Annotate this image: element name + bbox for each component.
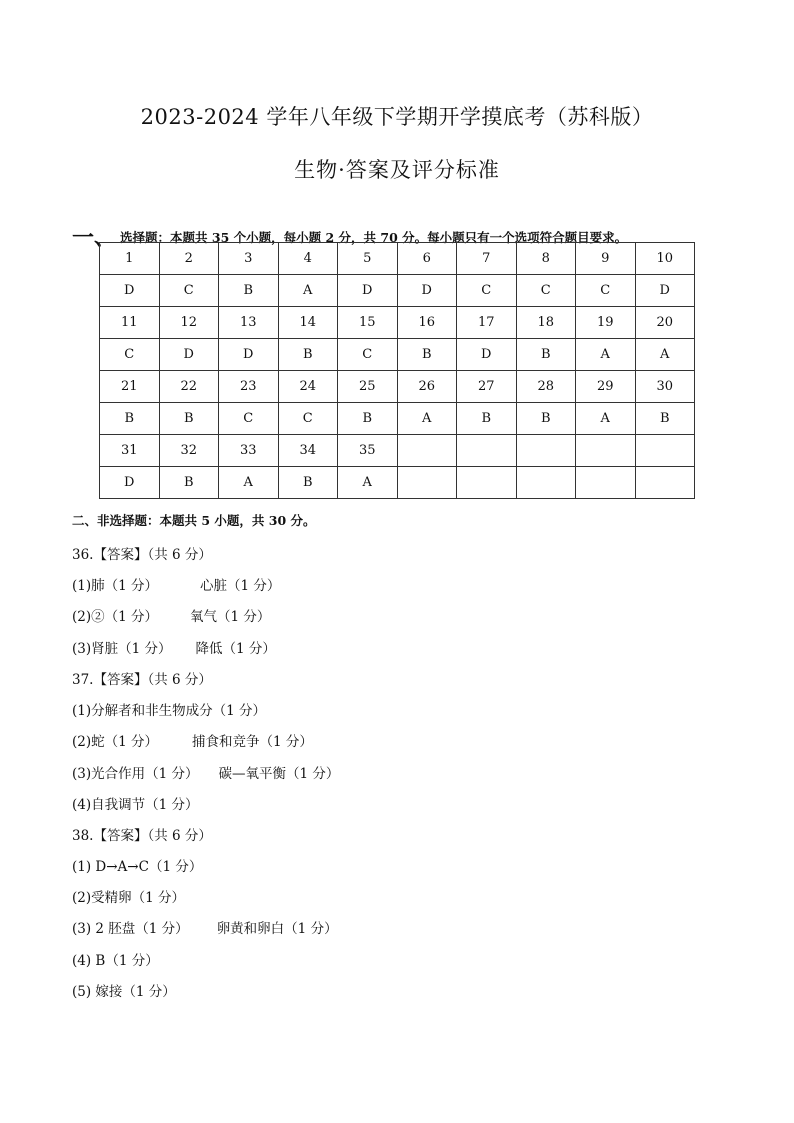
answer-table-cell: B: [100, 403, 160, 435]
answer-table-cell: B: [278, 467, 338, 499]
answer-table-cell: 10: [635, 243, 695, 275]
q36-answer-1b: 心脏（1 分）: [200, 578, 281, 594]
answer-table-cell: A: [576, 403, 636, 435]
q36-heading: 36.【答案】（共 6 分）: [72, 547, 212, 563]
answer-table-row: [100, 243, 695, 275]
answer-table-cell: 12: [159, 307, 219, 339]
answer-table-cell: C: [338, 339, 398, 371]
q36-answer-1: [72, 574, 280, 594]
q38-answer-3: [72, 917, 338, 937]
answer-table-cell: 7: [457, 243, 517, 275]
answer-table-row: [100, 467, 695, 499]
answer-table-cell: D: [159, 339, 219, 371]
answer-table-cell: 31: [100, 435, 160, 467]
answer-table-cell: 2: [159, 243, 219, 275]
q36-answer-2a: (2)②（1 分）: [72, 609, 159, 625]
answer-table-cell: [635, 467, 695, 499]
answer-table-cell: 26: [397, 371, 457, 403]
answer-table-cell: [516, 467, 576, 499]
answer-table-cell: C: [576, 275, 636, 307]
answer-table-cell: 28: [516, 371, 576, 403]
answer-table-cell: 32: [159, 435, 219, 467]
answer-table-cell: B: [219, 275, 279, 307]
answer-table-cell: A: [576, 339, 636, 371]
answer-table-cell: 23: [219, 371, 279, 403]
answer-table-cell: [516, 435, 576, 467]
q38-heading: 38.【答案】（共 6 分）: [72, 828, 212, 844]
answer-table-cell: 5: [338, 243, 398, 275]
answer-table-cell: [397, 435, 457, 467]
answer-table-cell: D: [100, 275, 160, 307]
answer-table: [99, 242, 695, 499]
answer-table-cell: B: [159, 467, 219, 499]
answer-table-cell: [397, 467, 457, 499]
answer-table-cell: [635, 435, 695, 467]
section-1-text: 选择题：本题共 35 个小题，每小题 2 分，共 70 分。每小题只有一个选项符合题目要求。: [120, 230, 628, 245]
answer-table-cell: 3: [219, 243, 279, 275]
answer-table-cell: [576, 435, 636, 467]
q37-answer-2: [72, 730, 313, 750]
answer-table-cell: 16: [397, 307, 457, 339]
answer-table-cell: 25: [338, 371, 398, 403]
answer-table-cell: 29: [576, 371, 636, 403]
answer-table-cell: C: [457, 275, 517, 307]
answer-table-cell: 14: [278, 307, 338, 339]
answer-table-cell: 15: [338, 307, 398, 339]
answer-table-cell: 19: [576, 307, 636, 339]
q36-answer-1a: (1)肺（1 分）: [72, 578, 159, 594]
q37-answer-4: (4)自我调节（1 分）: [72, 797, 199, 813]
answer-table-cell: D: [397, 275, 457, 307]
answer-table-cell: B: [338, 403, 398, 435]
q38-answer-4: (4) B（1 分）: [72, 953, 159, 969]
answer-table-cell: 27: [457, 371, 517, 403]
answer-table-cell: [457, 467, 517, 499]
q37-answer-3a: (3)光合作用（1 分）: [72, 766, 199, 782]
q37-answer-1: (1)分解者和非生物成分（1 分）: [72, 703, 267, 719]
answer-table-cell: [457, 435, 517, 467]
q38-answer-3b: 卵黄和卵白（1 分）: [216, 921, 338, 937]
answer-table-cell: B: [278, 339, 338, 371]
page-subtitle: 生物·答案及评分标准: [294, 158, 500, 182]
answer-table-cell: 1: [100, 243, 160, 275]
q37-heading: 37.【答案】（共 6 分）: [72, 672, 212, 688]
answer-table-cell: B: [516, 403, 576, 435]
answer-table-cell: [576, 467, 636, 499]
answer-table-cell: 8: [516, 243, 576, 275]
q38-answer-5: (5) 嫁接（1 分）: [72, 984, 176, 1000]
q38-answer-3a: (3) 2 胚盘（1 分）: [72, 921, 189, 937]
answer-table-row: [100, 435, 695, 467]
q36-answer-2: [72, 605, 270, 625]
answer-table-cell: C: [159, 275, 219, 307]
answer-table-cell: A: [219, 467, 279, 499]
answer-table-cell: A: [278, 275, 338, 307]
answer-table-cell: 11: [100, 307, 160, 339]
answer-table-cell: C: [100, 339, 160, 371]
section-1-number: 一、: [72, 225, 117, 251]
answer-table-cell: 33: [219, 435, 279, 467]
answer-table-cell: 4: [278, 243, 338, 275]
section-2-heading: 二、非选择题：本题共 5 小题，共 30 分。: [72, 513, 316, 528]
q36-answer-3a: (3)肾脏（1 分）: [72, 641, 172, 657]
answer-table-cell: B: [159, 403, 219, 435]
answer-table-cell: C: [516, 275, 576, 307]
answer-table-cell: D: [635, 275, 695, 307]
answer-table-cell: 30: [635, 371, 695, 403]
q37-answer-3: [72, 762, 339, 782]
q37-answer-2b: 捕食和竞争（1 分）: [192, 734, 313, 750]
answer-table-cell: 13: [219, 307, 279, 339]
answer-table-row: [100, 371, 695, 403]
answer-table-cell: 18: [516, 307, 576, 339]
q36-answer-3: [72, 637, 276, 657]
answer-table-cell: 17: [457, 307, 517, 339]
answer-table-cell: B: [516, 339, 576, 371]
answer-table-cell: 22: [159, 371, 219, 403]
answer-table-cell: 35: [338, 435, 398, 467]
answer-table-cell: 24: [278, 371, 338, 403]
answer-table-cell: 9: [576, 243, 636, 275]
page-title: 2023-2024 学年八年级下学期开学摸底考（苏科版）: [140, 105, 654, 129]
answer-table-cell: B: [635, 403, 695, 435]
answer-table-row: [100, 307, 695, 339]
answer-table-cell: 20: [635, 307, 695, 339]
q38-answer-1: (1) D→A→C（1 分）: [72, 859, 203, 875]
answer-table-cell: A: [635, 339, 695, 371]
answer-table-cell: B: [457, 403, 517, 435]
q37-answer-3b: 碳—氧平衡（1 分）: [218, 766, 340, 782]
answer-table-cell: A: [397, 403, 457, 435]
answer-table-cell: D: [457, 339, 517, 371]
answer-table-cell: D: [219, 339, 279, 371]
answer-table-cell: C: [219, 403, 279, 435]
q36-answer-3b: 降低（1 分）: [195, 641, 276, 657]
q38-answer-2: (2)受精卵（1 分）: [72, 890, 186, 906]
answer-table-row: [100, 275, 695, 307]
answer-table-row: [100, 339, 695, 371]
answer-table-cell: 6: [397, 243, 457, 275]
answer-table-row: [100, 403, 695, 435]
q37-answer-2a: (2)蛇（1 分）: [72, 734, 159, 750]
answer-table-cell: C: [278, 403, 338, 435]
q36-answer-2b: 氧气（1 分）: [190, 609, 271, 625]
answer-table-cell: 34: [278, 435, 338, 467]
answer-table-cell: D: [338, 275, 398, 307]
answer-table-cell: A: [338, 467, 398, 499]
answer-table-cell: D: [100, 467, 160, 499]
answer-table-cell: 21: [100, 371, 160, 403]
answer-table-cell: B: [397, 339, 457, 371]
